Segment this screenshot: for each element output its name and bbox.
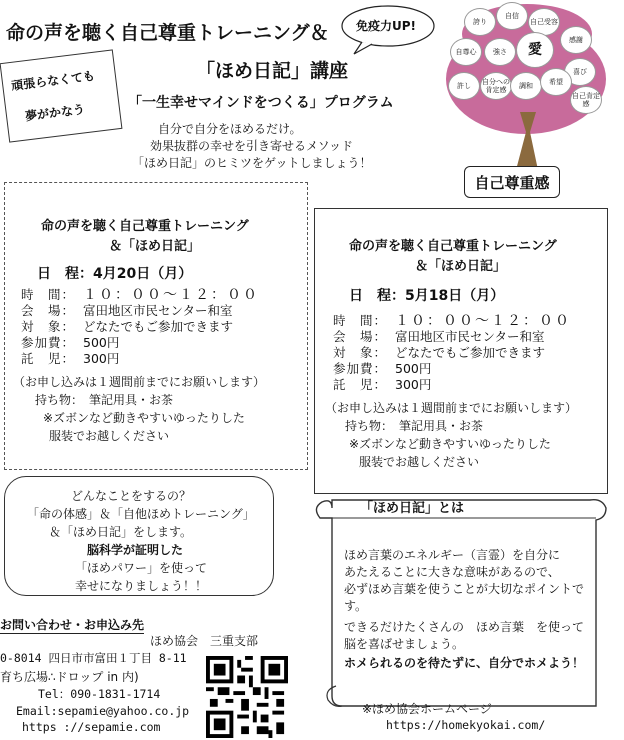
homepage-label: ※ほめ協会ホームページ — [362, 702, 492, 716]
detail-key: 託 児： — [333, 377, 388, 392]
subtitle: 「一生幸せマインドをつくる」プログラム — [128, 95, 394, 111]
what-line2: 「命の体感」＆「自他ほめトレーニング」 — [27, 507, 255, 521]
title-line1: 命の声を聴く自己尊重トレーニング＆ — [6, 22, 329, 44]
detail-row — [21, 303, 259, 319]
detail-key: 対 象： — [21, 319, 76, 334]
what-line4: 脳科学が証明した — [87, 543, 184, 557]
detail-value: １０：００～１２：００ — [83, 287, 259, 303]
detail-key: 会 場： — [21, 303, 76, 318]
detail-value: どなたでもご参加できます — [83, 319, 234, 334]
detail-row — [333, 377, 571, 393]
immunity-bubble — [340, 4, 436, 48]
session1-date: 日 程：4月20日（月） — [37, 266, 193, 282]
detail-value: 300円 — [83, 351, 120, 366]
desc-line2: 効果抜群の幸せを引き寄せるメソッド — [150, 139, 354, 153]
session1-items: 持ち物： 筆記用具・お茶 — [35, 393, 174, 407]
contact-heading: お問い合わせ・お申込み先 — [0, 618, 145, 632]
sign-card — [0, 49, 122, 142]
petal: 自己肯定感 — [570, 86, 602, 114]
session1-dress2: 服装でお越しください — [49, 429, 170, 443]
scroll-line: あたえることに大きな意味があるので、 — [344, 565, 560, 579]
session2-items: 持ち物： 筆記用具・お茶 — [345, 419, 484, 433]
session2-note: （お申し込みは１週間前までにお願いします） — [325, 401, 578, 415]
detail-row — [333, 361, 571, 377]
session2-details — [333, 313, 571, 393]
petal-love: 愛 — [516, 32, 554, 68]
contact-address2: 育ち広場∴ドロップ in 内) — [0, 670, 139, 684]
scroll-line: できるだけたくさんの ほめ言葉 を使って — [344, 620, 585, 634]
detail-value: 300円 — [395, 377, 432, 392]
session1-dress1: ※ズボンなど動きやすいゆったりした — [43, 411, 245, 425]
detail-key: 託 児： — [21, 351, 76, 366]
petal: 喜び — [564, 58, 596, 86]
contact-org: ほめ協会 三重支部 — [150, 634, 259, 648]
detail-key: 参加費： — [21, 335, 76, 350]
bubble-text: 免疫力UP! — [356, 19, 417, 33]
detail-row — [333, 313, 571, 329]
detail-key: 対 象： — [333, 345, 388, 360]
scroll-heading: 「ほめ日記」とは — [360, 501, 465, 516]
detail-key: 時 間： — [333, 313, 388, 328]
sign-line2: 夢がかなう — [24, 102, 86, 124]
petal: 自分への肯定感 — [480, 72, 512, 100]
petal: 自己受容 — [528, 8, 560, 36]
session2-dress1: ※ズボンなど動きやすいゆったりした — [349, 437, 551, 451]
detail-value: 500円 — [395, 361, 432, 376]
session2-title2: ＆「ほめ日記」 — [415, 259, 507, 274]
session1-box — [4, 182, 308, 470]
scroll-line: 必ずほめ言葉を使うことが大切なポイントで — [344, 582, 585, 596]
petal: 強さ — [484, 38, 516, 66]
detail-row — [21, 319, 259, 335]
desc-line1: 自分で自分をほめるだけ。 — [158, 122, 302, 136]
self-esteem-label: 自己尊重感 — [464, 166, 560, 198]
petal: 感謝 — [560, 26, 592, 54]
detail-row — [21, 335, 259, 351]
homepage-url[interactable]: https://homekyokai.com/ — [386, 718, 546, 732]
desc-line3: 「ほめ日記」のヒミツをゲットしましょう！ — [132, 156, 372, 170]
petal: 誇り — [464, 8, 496, 36]
title-line2: 「ほめ日記」講座 — [196, 60, 349, 82]
what-line5: 「ほめパワー」を使って — [75, 561, 208, 575]
scroll-box — [306, 496, 616, 710]
contact-email[interactable]: Email:sepamie@yahoo.co.jp — [16, 704, 190, 718]
petal: 自信 — [496, 2, 528, 30]
sign-line1: 頑張らなくても — [10, 68, 96, 93]
petal: 許し — [448, 72, 480, 100]
session1-title1: 命の声を聴く自己尊重トレーニング — [41, 219, 249, 234]
qr-code-icon[interactable] — [206, 656, 288, 738]
petal: 調和 — [510, 72, 542, 100]
detail-row — [333, 345, 571, 361]
what-line1: どんなことをするの？ — [71, 489, 192, 503]
scroll-emphasis: ホメられるのを待たずに、自分でホメよう！ — [344, 656, 585, 670]
petal: 自尊心 — [450, 38, 482, 66]
session1-title2: ＆「ほめ日記」 — [109, 239, 201, 254]
detail-row — [21, 287, 259, 303]
scroll-line: ほめ言葉のエネルギー（言霊）を自分に — [344, 548, 561, 562]
what-line3: ＆「ほめ日記」をします。 — [49, 525, 193, 539]
detail-key: 時 間： — [21, 287, 76, 302]
contact-address1: 0-8014 四日市市富田１丁目 8-11 — [0, 651, 187, 665]
session2-box — [314, 208, 608, 494]
detail-value: どなたでもご参加できます — [395, 345, 546, 360]
detail-value: １０：００～１２：００ — [395, 313, 571, 329]
detail-value: 500円 — [83, 335, 120, 350]
petal: 希望 — [540, 68, 572, 96]
detail-value: 富田地区市民センター和室 — [395, 329, 545, 344]
tree-trunk-icon — [502, 112, 552, 172]
session1-note: （お申し込みは１週間前までにお願いします） — [13, 375, 266, 389]
detail-key: 会 場： — [333, 329, 388, 344]
session2-dress2: 服装でお越しください — [359, 455, 480, 469]
contact-tel: Tel：090-1831-1714 — [38, 687, 161, 701]
what-box — [4, 476, 274, 596]
contact-url[interactable]: https ://sepamie.com — [22, 720, 161, 734]
scroll-line: 脳を喜ばせましょう。 — [344, 637, 465, 651]
detail-value: 富田地区市民センター和室 — [83, 303, 233, 318]
detail-row — [21, 351, 259, 367]
session1-details — [21, 287, 259, 367]
detail-key: 参加費： — [333, 361, 388, 376]
session2-title1: 命の声を聴く自己尊重トレーニング — [349, 239, 557, 254]
detail-row — [333, 329, 571, 345]
session2-date: 日 程：5月18日（月） — [349, 288, 505, 304]
scroll-line: す。 — [344, 599, 368, 613]
what-line6: 幸せになりましょう！！ — [75, 579, 208, 593]
